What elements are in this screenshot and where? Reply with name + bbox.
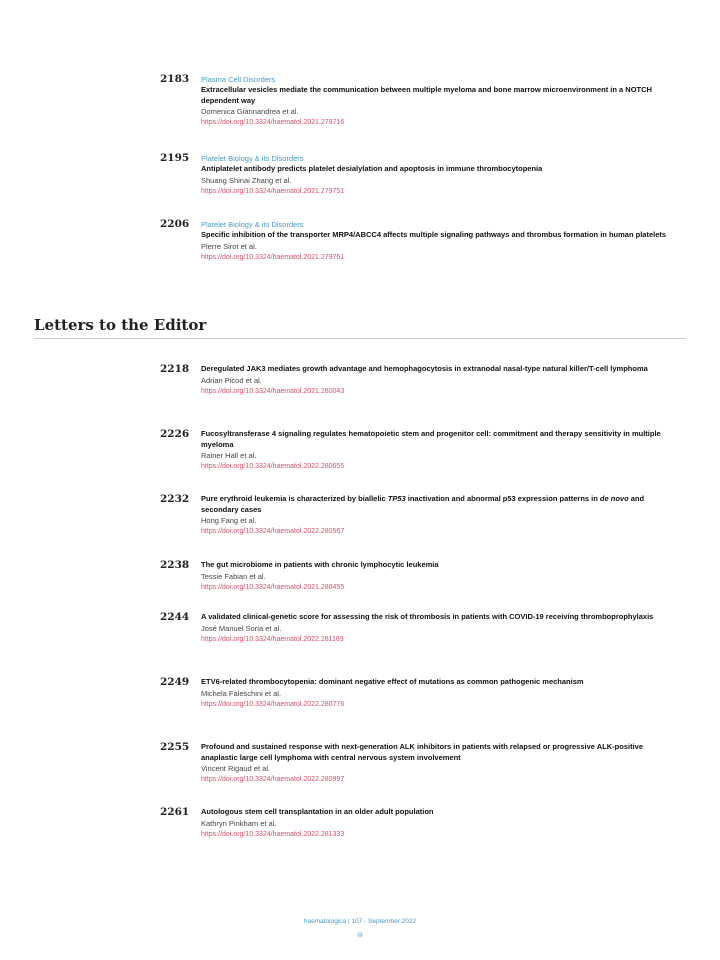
article-title: Antiplatelet antibody predicts platelet desialylation and apoptosis in immune thrombocytopenia bbox=[201, 164, 543, 173]
page-number: 2261 bbox=[160, 806, 190, 818]
toc-entry bbox=[160, 742, 680, 785]
toc-entry bbox=[160, 364, 680, 397]
page-number: 2183 bbox=[160, 73, 190, 85]
title-text: Pure erythroid leukemia is characterized by biallelic bbox=[201, 494, 388, 503]
title-text: inactivation and abnormal p53 expression patterns in bbox=[405, 494, 600, 503]
journal-footer: haematologica | 107 - September 2022 bbox=[303, 918, 417, 925]
doi-link[interactable]: https://doi.org/10.3324/haematol.2021.279716 bbox=[201, 119, 345, 126]
article-title: Fucosyltransferase 4 signaling regulates hematopoietic stem and progenitor cell: commitment and therapy sensitivity in multiple myeloma bbox=[201, 429, 661, 449]
article-authors: Rainer Hall et al. bbox=[201, 451, 257, 460]
article-authors: Vincent Rigaud et al. bbox=[201, 764, 271, 773]
category-label: Platelet Biology & its Disorders bbox=[201, 220, 304, 229]
article-authors: Shuang Shinai Zhang et al. bbox=[201, 175, 292, 185]
doi-link[interactable]: https://doi.org/10.3324/haematol.2022.281333 bbox=[201, 830, 345, 838]
toc-entry bbox=[160, 807, 680, 840]
doi-link[interactable]: https://doi.org/10.3324/haematol.2021.280043 bbox=[201, 387, 345, 395]
article-title: Profound and sustained response with next-generation ALK inhibitors in patients with relapsed or progressive ALK-positive anaplastic large cell lymphoma with central nervous system involvement bbox=[201, 742, 644, 762]
article-title: The gut microbiome in patients with chronic lymphocytic leukemia bbox=[201, 560, 439, 569]
article-authors: Domenica Giannandrea et al. bbox=[201, 107, 299, 116]
toc-entry bbox=[160, 612, 680, 645]
article-authors: José Manuel Soria et al. bbox=[201, 623, 282, 633]
article-authors: Tessie Fabian et al. bbox=[201, 571, 266, 581]
section-divider bbox=[34, 338, 686, 339]
toc-entry bbox=[160, 494, 680, 537]
doi-link[interactable]: https://doi.org/10.3324/haematol.2022.280567 bbox=[201, 528, 345, 535]
toc-entry bbox=[160, 429, 680, 472]
page-number: 2226 bbox=[160, 428, 190, 440]
page-number: 2255 bbox=[160, 741, 190, 753]
doi-link[interactable]: https://doi.org/10.3324/haematol.2022.280655 bbox=[201, 463, 345, 470]
title-text: and secondary cases bbox=[201, 494, 645, 514]
category-label: Plasma Cell Disorders bbox=[201, 75, 276, 84]
article-authors: Kathryn Pinkham et al. bbox=[201, 818, 277, 828]
page-number: 2232 bbox=[160, 493, 190, 505]
toc-entry bbox=[160, 74, 680, 128]
section-heading: Letters to the Editor bbox=[34, 316, 207, 334]
doi-link[interactable]: https://doi.org/10.3324/haematol.2021.279751 bbox=[201, 187, 345, 195]
page-number: 2195 bbox=[160, 152, 190, 164]
article-title bbox=[201, 494, 680, 515]
toc-entry bbox=[160, 153, 680, 197]
footer-page-number: III bbox=[357, 932, 363, 939]
article-authors: Adrian Picod et al. bbox=[201, 375, 262, 385]
doi-link[interactable]: https://doi.org/10.3324/haematol.2022.280997 bbox=[201, 776, 345, 783]
article-title: A validated clinical-genetic score for assessing the risk of thrombosis in patients with COVID-19 receiving thromboprophylaxis bbox=[201, 612, 654, 621]
page-number: 2218 bbox=[160, 363, 190, 375]
article-title: Autologous stem cell transplantation in an older adult population bbox=[201, 807, 434, 816]
article-title: Extracellular vesicles mediate the communication between multiple myeloma and bone marrow microenvironment in a NOTCH dependent way bbox=[201, 85, 652, 105]
article-authors: Hong Fang et al. bbox=[201, 516, 257, 525]
article-title: Specific inhibition of the transporter MRP4/ABCC4 affects multiple signaling pathways and thrombus formation in human platelets bbox=[201, 230, 667, 239]
article-authors: Pierre Sirot et al. bbox=[201, 241, 257, 251]
toc-entry bbox=[160, 677, 680, 710]
doi-link[interactable]: https://doi.org/10.3324/haematol.2022.280776 bbox=[201, 700, 345, 708]
article-title: ETV6-related thrombocytopenia: dominant negative effect of mutations as common pathogenic mechanism bbox=[201, 677, 584, 686]
category-label: Platelet Biology & its Disorders bbox=[201, 154, 304, 163]
toc-entry bbox=[160, 560, 680, 593]
italic-term: de novo bbox=[599, 494, 629, 503]
doi-link[interactable]: https://doi.org/10.3324/haematol.2021.280455 bbox=[201, 583, 345, 591]
article-authors: Michela Faleschini et al. bbox=[201, 688, 282, 698]
article-title: Deregulated JAK3 mediates growth advantage and hemophagocytosis in extranodal nasal-type natural killer/T-cell lymphoma bbox=[201, 364, 648, 373]
gene-name: TP53 bbox=[387, 494, 406, 503]
doi-link[interactable]: https://doi.org/10.3324/haematol.2021.279761 bbox=[201, 253, 345, 261]
page-number: 2238 bbox=[160, 559, 190, 571]
page-number: 2206 bbox=[160, 218, 190, 230]
toc-entry bbox=[160, 219, 680, 263]
page-number: 2249 bbox=[160, 676, 190, 688]
doi-link[interactable]: https://doi.org/10.3324/haematol.2022.281169 bbox=[201, 635, 344, 643]
page-number: 2244 bbox=[160, 611, 190, 623]
